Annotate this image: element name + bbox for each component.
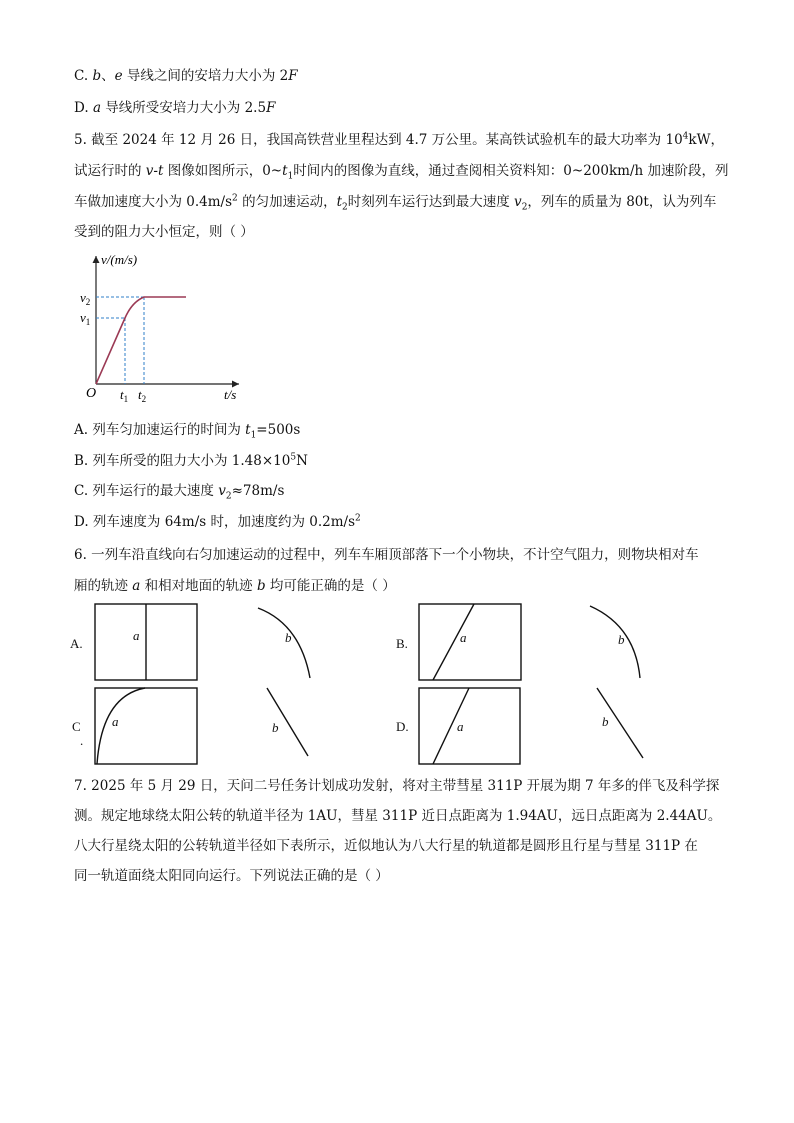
t2-label: $t_2$ [138,387,147,404]
origin-label: O [86,386,97,401]
q5-option-c: C. 列车运行的最大速度 $v_2\approx 78m/s$ [74,483,285,502]
q7-stem-line-2: 测。规定地球绕太阳公转的轨道半径为 1AU，彗星 311P 近日点距离为 1.94AU，远日点距离为 2.44AU。 [74,808,722,824]
x-axis-label: t/s [224,387,237,402]
q7-stem-line-4: 同一轨道面绕太阳同向运行。下列说法正确的是（ ） [74,868,389,884]
q5-option-a: A. 列车匀加速运行的时间为 $t_1=500s$ [74,422,301,441]
q6-option-d-figure [419,688,643,764]
y-axis-label: v/(m/s) [101,252,138,267]
q5-option-b: B. 列车所受的阻力大小为 $1.48\times 10^5N$ [74,452,308,469]
stray-dot: . [80,733,84,748]
q5-vt-graph [74,250,254,410]
v2-label: $v_2$ [80,290,91,307]
label-b: b [285,630,292,645]
q5-option-d: D. 列车速度为 64m/s 时，加速度约为 $0.2m/s^2$ [74,513,361,530]
q5-stem-line-1: 5. 截至 2024 年 12 月 26 日，我国高铁营业里程达到 4.7 万公里。某高铁试验机车的最大功率为 $10^4kW$， [74,131,724,148]
trajectory-a [433,604,474,680]
trajectory-b [258,608,310,678]
label-a: a [457,719,464,734]
velocity-curve [96,297,186,384]
q7-stem-line-3: 八大行星绕太阳的公转轨道半径如下表所示，近似地认为八大行星的轨道都是圆形且行星与彗星 311P 在 [74,838,698,854]
carriage-frame [419,688,520,764]
v1-label: $v_1$ [80,310,91,327]
q5-stem-line-4: 受到的阻力大小恒定，则（ ） [74,224,254,240]
q6-option-a-figure [95,604,310,680]
trajectory-b [590,606,640,678]
q6-option-a-label: A. [70,636,83,651]
label-a: a [133,628,140,643]
label-b: b [272,720,279,735]
q6-option-d-label: D. [396,719,409,734]
label-b: b [602,714,609,729]
q5-stem-line-2: 试运行时的 v-t 图像如图所示，$0\sim t_1$时间内的图像为直线，通过查阅相关资料知：0~200km/h 加速阶段，列 [74,163,729,182]
q6-option-figures [60,596,740,772]
q6-stem-line-1: 6. 一列车沿直线向右匀加速运动的过程中，列车车厢顶部落下一个小物块，不计空气阻力，则物块相对车 [74,547,699,563]
q6-stem-line-2: 厢的轨迹 a 和相对地面的轨迹 b 均可能正确的是（ ） [74,578,396,594]
label-a: a [460,630,467,645]
q5-stem-line-3: 车做加速度大小为 $0.4m/s^2$ 的匀加速运动，$t_2$时刻列车运行达到最大速度 $v_2$，列车的质量为 80t，认为列车 [74,193,717,213]
carriage-frame [95,688,197,764]
trajectory-a [433,688,469,764]
carriage-frame [419,604,521,680]
q7-stem-line-1: 7. 2025 年 5 月 29 日，天问二号任务计划成功发射，将对主带彗星 311P 开展为期 7 年多的伴飞及科学探 [74,778,720,794]
t1-label: $t_1$ [120,387,129,404]
q4-option-c: C. b、e 导线之间的安培力大小为 2F [74,68,298,84]
q4-option-d: D. a 导线所受安培力大小为 2.5F [74,100,276,116]
q6-option-b-figure [419,604,640,680]
trajectory-a [97,688,145,764]
q6-option-b-label: B. [396,636,408,651]
label-a: a [112,714,119,729]
q6-option-c-label: C [72,719,81,734]
label-b: b [618,632,625,647]
